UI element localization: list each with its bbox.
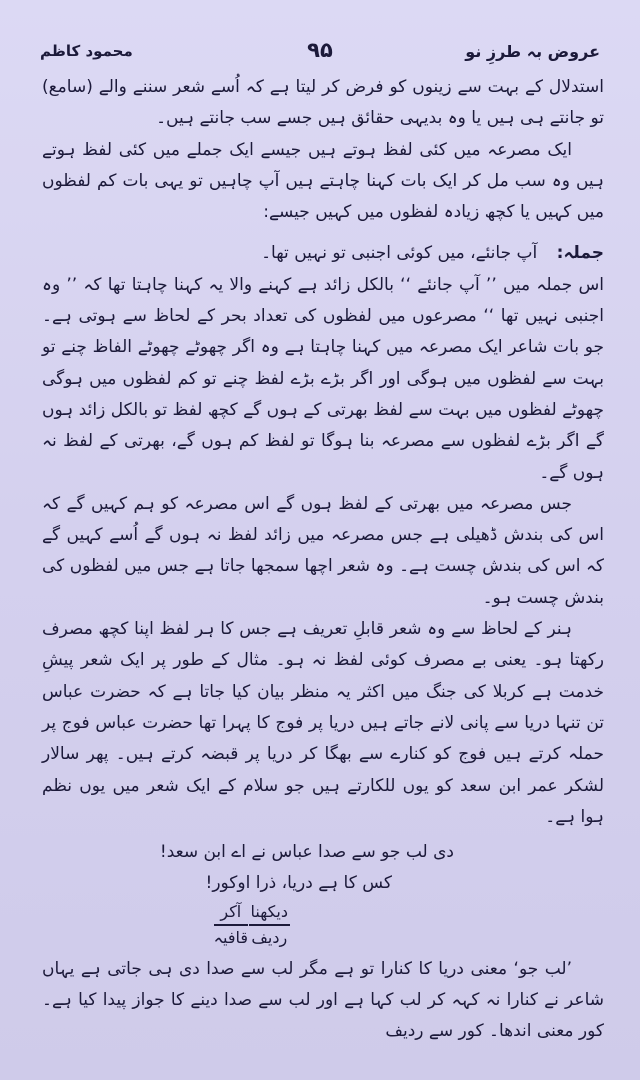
sentence-text: آپ جانئے، میں کوئی اجنبی تو نہیں تھا۔: [261, 243, 538, 264]
book-title: عروض بہ طرزِ نو: [465, 42, 600, 61]
radif-annotation: [249, 900, 291, 950]
qafiya-word: آکر: [214, 900, 248, 926]
page-number: ۹۵: [307, 38, 333, 62]
paragraph-1: استدلال کے بہت سے زینوں کو فرض کر لیتا ہے کہ اُسے شعر سننے والے (سامع) تو جانتے ہی ہیں یا وہ بدیہی حقائق ہیں جسے سب جانتے ہیں۔: [42, 77, 604, 129]
page-header: [40, 38, 600, 72]
qafiya-radif-annotation: [42, 900, 604, 954]
verse-line-1: دی لب جو سے صدا عباس نے اے ابن سعد!: [159, 842, 454, 863]
paragraph-5: ہنر کے لحاظ سے وہ شعر قابلِ تعریف ہے جس کا ہر لفظ اپنا کچھ مصرف رکھتا ہو۔ یعنی بے مصرف کوئی لفظ نہ ہو۔ مثال کے طور پر ایک شعر پیشِ خدمت ہے کربلا کی جنگ میں اکثر یہ منظر بیان کیا جاتا ہے کہ حضرت عباس تن تنہا دریا سے پانی لانے جاتے ہیں دریا پر فوج کا پہرا تھا حضرت عباس فوج پر حملہ کرتے ہیں فوج کو کنارے سے بھگا کر دریا پر قبضہ کرتے ہیں۔ پھر سالار لشکر عمر ابن سعد کو یوں للکارتے ہیں جو سلام کے ایک شعر میں یوں نظم ہوا ہے۔: [42, 619, 604, 827]
qafiya-annotation: [214, 900, 248, 950]
paragraph-2: ایک مصرعہ میں کئی لفظ ہوتے ہیں جیسے ایک جملے میں کئی لفظ ہوتے ہیں وہ سب مل کر ایک بات کہنا چاہتے ہیں آپ چاہیں تو یہی بات کم لفظوں میں کہیں یا کچھ زیادہ لفظوں میں کہیں جیسے:: [42, 139, 604, 223]
page-content: [42, 72, 604, 1060]
paragraph-6: ’لب جو‘ معنی دریا کا کنارا تو ہے مگر لب سے صدا دی ہی جاتی ہے یہاں شاعر نے کنارا نہ کہہ کر لب کہا ہے اور لب سے صدا دینے کا جواز پیدا کیا ہے۔ کور معنی اندھا۔ کور سے ردیف: [42, 958, 604, 1042]
radif-word: دیکھنا: [249, 900, 291, 926]
radif-label: ردیف: [251, 927, 288, 947]
paragraph-3: اس جملہ میں ’’ آپ جانئے ‘‘ بالکل زائد ہے کہنے والا یہ کہنا چاہتا تھا کہ ’’ وہ اجنبی نہیں تھا ‘‘ مصرعوں میں لفظوں کی تعداد بحر کے لحاظ سے ہوتی ہے۔ جو بات شاعر ایک مصرعہ میں کہنا چاہتا ہے وہ اگر چھوٹے چھوٹے الفاظ چنے تو بہت سے لفظوں میں ہوگی اور اگر بڑے بڑے لفظ چنے تو کم لفظوں میں ہوگی چھوٹے لفظوں میں بہت سے لفظ بھرتی کے ہوں گے کچھ لفظ تو بالکل زائد ہوں گے اگر بڑے لفظوں سے مصرعہ بنا ہوگا تو لفظ کم ہوں گے، بھرتی کے لفظ نہ ہوں گے۔: [42, 274, 604, 483]
sentence-label: جملہ:: [556, 243, 604, 264]
author-name: محمود کاظم: [40, 42, 133, 60]
qafiya-label: قافیہ: [213, 927, 248, 947]
example-sentence: [42, 238, 604, 269]
paragraph-4: جس مصرعہ میں بھرتی کے لفظ ہوں گے اس مصرعہ کو ہم کہیں گے کہ اس کی بندش ڈھیلی ہے جس مصرعہ میں زائد لفظ نہ ہوں گے اُسے کہیں گے کہ اس کی بندش چست ہے۔ وہ شعر اچھا سمجھا جاتا ہے جس میں لفظوں کی بندش چست ہو۔: [42, 493, 604, 608]
verse-line-2: کس کا ہے دریا، ذرا اوکور!: [205, 873, 392, 894]
